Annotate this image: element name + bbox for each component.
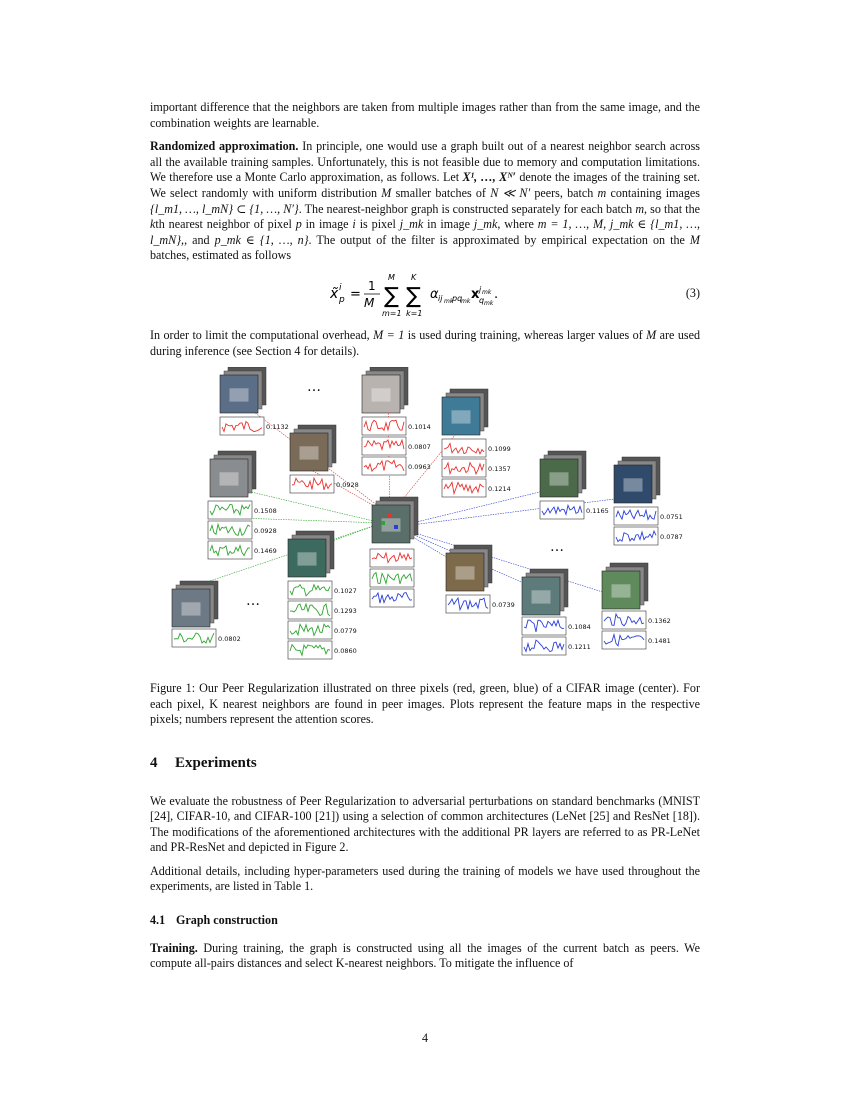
page-number: 4 [421,1031,429,1045]
peer-red-4-plot-score: 0.1357 [488,465,511,474]
svg-text:α: α [430,286,439,302]
ellipsis-bottom-left: … [246,593,260,610]
equation-3 [150,272,700,318]
peer-green-3-plot-box [288,621,332,639]
peer-red-3-plot-score: 0.0963 [408,463,431,472]
peer-blue-5-plot-score: 0.1481 [648,637,671,646]
math-x-set: X¹, …, Xᴺ′ [462,170,516,185]
peer-red-1-plot-box [220,417,264,435]
peer-green-3-plot-score: 0.1027 [334,587,357,596]
svg-text:=: = [350,286,361,302]
page-body [150,100,700,980]
peer-blue-4-plot-score: 0.1211 [568,643,591,652]
section-heading: 4 Experiments [150,754,257,771]
peer-red-3-plot-box [362,437,406,455]
peer-red-3-plot-score: 0.0807 [408,443,431,452]
peer-red-2-plot-box [290,475,334,493]
peer-blue-1-plot-score: 0.1165 [586,507,609,516]
svg-text:mk: mk [444,297,454,305]
peer-red-2-plot-score: 0.0928 [336,481,359,490]
svg-text:1: 1 [368,278,376,293]
svg-text:∑: ∑ [406,283,421,309]
svg-text:∑: ∑ [384,283,399,309]
peer-green-3-plot-box [288,641,332,659]
equation-number: (3) [685,285,700,300]
peer-red-3-subject [372,388,391,401]
svg-text:m=1: m=1 [382,308,402,318]
center-plot-blue-box [370,589,414,607]
peer-blue-2-plot-score: 0.0751 [660,513,683,522]
center-pixel-red [387,514,391,518]
peer-blue-5-plot-score: 0.1362 [648,617,671,626]
svg-text:i: i [339,282,342,293]
peer-red-1-plot-score: 0.1132 [266,423,289,432]
svg-text:M: M [388,272,395,282]
peer-blue-2-plot-score: 0.0787 [660,533,683,542]
peer-red-4-plot-score: 0.1214 [488,485,511,494]
peer-green-2-plot-score: 0.0802 [218,635,241,644]
peer-green-3-plot-score: 0.0860 [334,647,357,656]
peer-blue-5-subject [612,584,631,597]
svg-text:j: j [479,284,482,294]
peer-red-2-subject [300,446,319,459]
peer-red-4-plot-box [442,439,486,457]
svg-text:.: . [494,286,499,302]
ellipsis-top: … [307,379,321,396]
svg-text:p: p [339,294,345,305]
peer-green-3-subject [298,552,317,565]
svg-text:M: M [364,295,375,310]
figure-diagram [150,367,700,675]
peer-red-1-subject [230,388,249,401]
svg-text:k=1: k=1 [406,308,423,318]
peer-red-3-plot-box [362,457,406,475]
svg-text:K: K [411,272,417,282]
peer-blue-5-plot-box [602,631,646,649]
peer-green-3-plot-score: 0.0779 [334,627,357,636]
peer-green-1-plot-box [208,541,252,559]
paragraph-details: Additional details, including hyper-parameters used during the training of models we have used throughout the experiments, are listed in Table 1. [150,863,700,894]
paragraph-training: Training. During training, the graph is constructed using all the images of the current batch as peers. We compute all-pairs distances and select K-nearest neighbors. To mitigate the influence of [150,940,700,971]
peer-blue-4-plot-score: 0.1084 [568,623,591,632]
peer-red-3-plot-box [362,417,406,435]
peer-blue-3-plot-score: 0.0739 [492,601,515,610]
svg-text:x: x [471,286,480,302]
peer-red-4-plot-score: 0.1099 [488,445,511,454]
figure-1 [150,367,700,675]
center-pixel-blue [394,525,398,529]
peer-green-1-plot-score: 0.1469 [254,547,277,556]
svg-text:mk: mk [482,288,492,296]
blue-link [396,527,625,599]
svg-text:pq: pq [452,293,463,303]
paragraph-overhead: In order to limit the computational overhead, M = 1 is used during training, whereas larger values of M are used during inference (see Section 4 for details). [150,327,701,358]
peer-blue-4-subject [532,590,551,603]
peer-green-3-plot-box [288,601,332,619]
center-pixel-green [381,521,385,525]
peer-green-1-plot-score: 0.1508 [254,507,277,516]
subsection-heading: 4.1 Graph construction [150,913,278,928]
paragraph-experiments: We evaluate the robustness of Peer Regularization to adversarial perturbations on standard benchmarks (MNIST [24], CIFAR-10, and CIFAR-100 [21]) using a selection of common architectures (LeNet [25] and ResNet [18]). The modifications of the aforementioned architectures with the additional PR layers are referred to as PR-LeNet and PR-ResNet and depicted in Figure 2. [150,793,700,855]
paragraph-randomized-approximation: Randomized approximation. In principle, one would use a graph built out of a nearest neighbor search across all the available training samples. Unfortunately, this is not feasible due to memory and computation limitations. We therefore use a Monte Carlo approximation, as follows. Let X¹, …, Xᴺ′ denote the images of the training set. We select randomly with uniform distribution M smaller batches of N ≪ N′ peers, batch m containing images {l_m1, …, l_mN} ⊂ {1, …, N′}. The nearest-neighbor graph is constructed separately for each batch m, so that the kth nearest neighbor of pixel p in image i is pixel j_mk in image j_mk, where m = 1, …, M, j_mk ∈ {l_m1, …, l_mN},, and p_mk ∈ {1, …, n}. The output of the filter is approximated by empirical expectation on the M batches, estimated as follows [150,139,701,263]
svg-text:ij: ij [438,293,443,303]
peer-green-2-subject [182,602,201,615]
ellipsis-right: … [550,539,564,556]
paragraph-heading: Randomized approximation. [150,139,299,154]
peer-green-3-plot-score: 0.1293 [334,607,357,616]
peer-green-1-subject [220,472,239,485]
peer-blue-1-subject [550,472,569,485]
peer-blue-3-plot-box [446,595,490,613]
peer-red-3-plot-score: 0.1014 [408,423,431,432]
peer-green-1-plot-score: 0.0928 [254,527,277,536]
equation-formula [330,272,550,318]
svg-text:q: q [479,295,485,305]
paragraph-intro: important difference that the neighbors are taken from multiple images rather than from the same image, and the combination weights are learnable. [150,100,700,130]
peer-blue-3-subject [456,566,475,579]
peer-red-4-subject [452,410,471,423]
paragraph-heading: Training. [150,940,198,955]
figure-caption: Figure 1: Our Peer Regularization illustrated on three pixels (red, green, blue) of a CIFAR image (center). For each pixel, K nearest neighbors are found in peer images. Plots represent the feature maps in the respective pixels; numbers represent the attention scores. [150,681,700,727]
svg-text:mk: mk [461,297,471,305]
peer-blue-2-subject [624,478,643,491]
svg-text:x̃: x̃ [330,285,339,302]
svg-text:mk: mk [484,299,494,307]
